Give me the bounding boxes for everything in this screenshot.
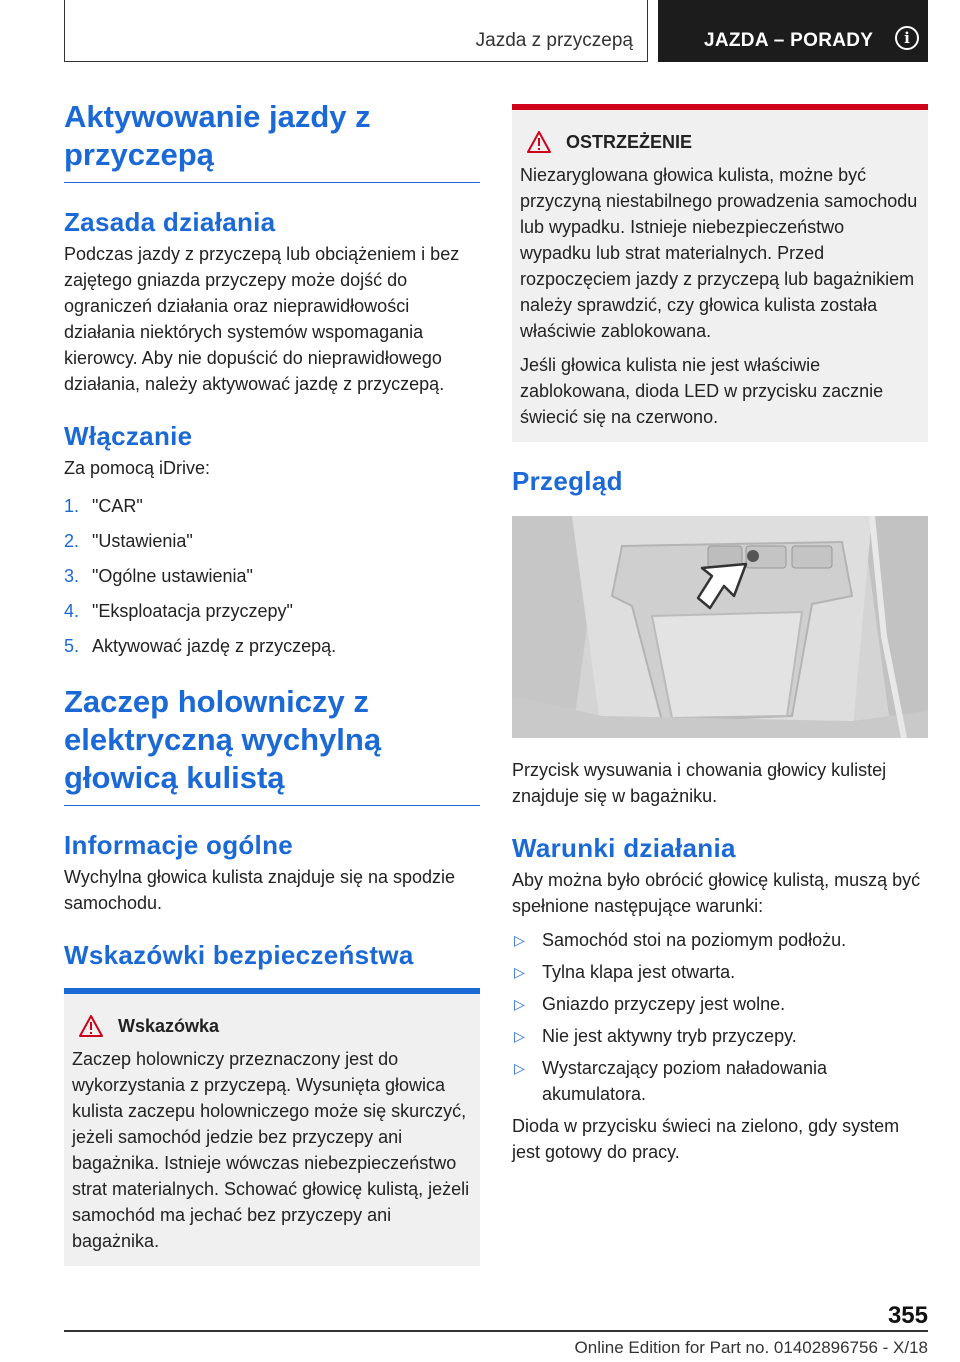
heading-overview: Przegląd <box>512 466 623 496</box>
left-column <box>64 98 480 1266</box>
footer-rule <box>64 1330 928 1332</box>
heading-activate-trailer: Aktywowanie jazdy z przyczepą <box>64 99 371 172</box>
warning-triangle-icon <box>78 1014 104 1038</box>
bullet-triangle-icon: ▷ <box>514 1060 525 1076</box>
header-chapter-box <box>64 0 648 62</box>
bullet-triangle-icon: ▷ <box>514 964 525 980</box>
photo-caption: Przycisk wysuwania i chowania głowicy kulistej znajduje się w bagażniku. <box>512 760 887 806</box>
heading-tow-hitch: Zaczep holowniczy z elektryczną wychylną głowicą kulistą <box>64 684 382 795</box>
page-number: 355 <box>887 1302 928 1329</box>
note-box <box>64 988 480 1266</box>
heading-conditions: Warunki działania <box>512 833 736 863</box>
list-item: ▷ Gniazdo przyczepy jest wolne. <box>512 991 928 1017</box>
principle-text: Podczas jazdy z przyczepą lub obciążeniem i bez zajętego gniazda przyczepy może dojść do ograniczeń działania oraz nieprawidłowości działania niektórych systemów wspomagania kierowcy. Aby nie dopuścić do nieprawidłowego działania, należy aktywować jazdę z przyczepą. <box>64 244 460 394</box>
list-item: ▷ Samochód stoi na poziomym podłożu. <box>512 927 928 953</box>
conditions-outro: Dioda w przycisku świeci na zielono, gdy system jest gotowy do pracy. <box>512 1116 900 1162</box>
heading-safety: Wskazówki bezpieczeństwa <box>64 940 414 970</box>
bullet-triangle-icon: ▷ <box>514 996 525 1012</box>
list-item: 4. "Eksploatacja przyczepy" <box>64 601 293 621</box>
list-item: 5. Aktywować jazdę z przyczepą. <box>64 636 337 656</box>
warning-header <box>520 130 920 154</box>
edition-text: Online Edition for Part no. 01402896756 - X/18 <box>574 1338 928 1357</box>
list-item: ▷ Wystarczający poziom naładowania akumulatora. <box>512 1055 928 1107</box>
heading-switch-on: Włączanie <box>64 421 193 451</box>
list-item: 3. "Ogólne ustawienia" <box>64 566 253 586</box>
warning-text-2: Jeśli głowica kulista nie jest właściwie zablokowana, dioda LED w przycisku zacznie świecić się na czerwono. <box>520 355 884 427</box>
heading-rule <box>64 805 480 806</box>
warning-triangle-icon <box>526 130 552 154</box>
switch-on-intro: Za pomocą iDrive: <box>64 458 211 478</box>
note-title: Wskazówka <box>118 1015 220 1036</box>
trunk-button-photo <box>512 516 928 738</box>
heading-general-info: Informacje ogólne <box>64 830 294 860</box>
warning-box <box>512 104 928 442</box>
bullet-triangle-icon: ▷ <box>514 932 525 948</box>
section-label: JAZDA – PORADY <box>704 30 874 51</box>
list-item: ▷ Nie jest aktywny tryb przyczepy. <box>512 1023 928 1049</box>
steps-list <box>64 493 480 659</box>
heading-rule <box>64 182 480 183</box>
warning-text-1: Niezaryglowana głowica kulista, możne być przyczyną niestabilnego prowadzenia samochodu lub wypadku. Istnieje niebezpieczeństwo wypadku lub strat materialnych. Przed rozpoczęciem jazdy z przyczepą lub bagażnikiem należy sprawdzić, czy głowica kulista została właściwie zablokowana. <box>520 165 918 341</box>
note-text: Zaczep holowniczy przeznaczony jest do wykorzystania z przyczepą. Wysunięta głowica kulista zaczepu holowniczego może się skurczyć, jeżeli samochód jedzie bez przyczepy ani bagażnika. Istnieje wówczas niebezpieczeństwo strat materialnych. Schować głowicę kulistą, jeżeli samochód ma jechać bez przyczepy ani bagażnika. <box>72 1049 470 1251</box>
note-header <box>72 1014 472 1038</box>
list-item: 2. "Ustawienia" <box>64 531 193 551</box>
heading-principle: Zasada działania <box>64 207 276 237</box>
info-icon: i <box>895 26 919 50</box>
right-column <box>512 104 928 1165</box>
bullet-triangle-icon: ▷ <box>514 1028 525 1044</box>
conditions-list <box>512 927 928 1107</box>
warning-title: OSTRZEŻENIE <box>566 131 693 152</box>
conditions-intro: Aby można było obrócić głowicę kulistą, muszą być spełnione następujące warunki: <box>512 870 921 916</box>
chapter-title: Jazda z przyczepą <box>475 30 633 51</box>
list-item: ▷ Tylna klapa jest otwarta. <box>512 959 928 985</box>
header-section-box <box>658 0 928 62</box>
list-item: 1. "CAR" <box>64 496 143 516</box>
general-info-text: Wychylna głowica kulista znajduje się na spodzie samochodu. <box>64 867 456 913</box>
